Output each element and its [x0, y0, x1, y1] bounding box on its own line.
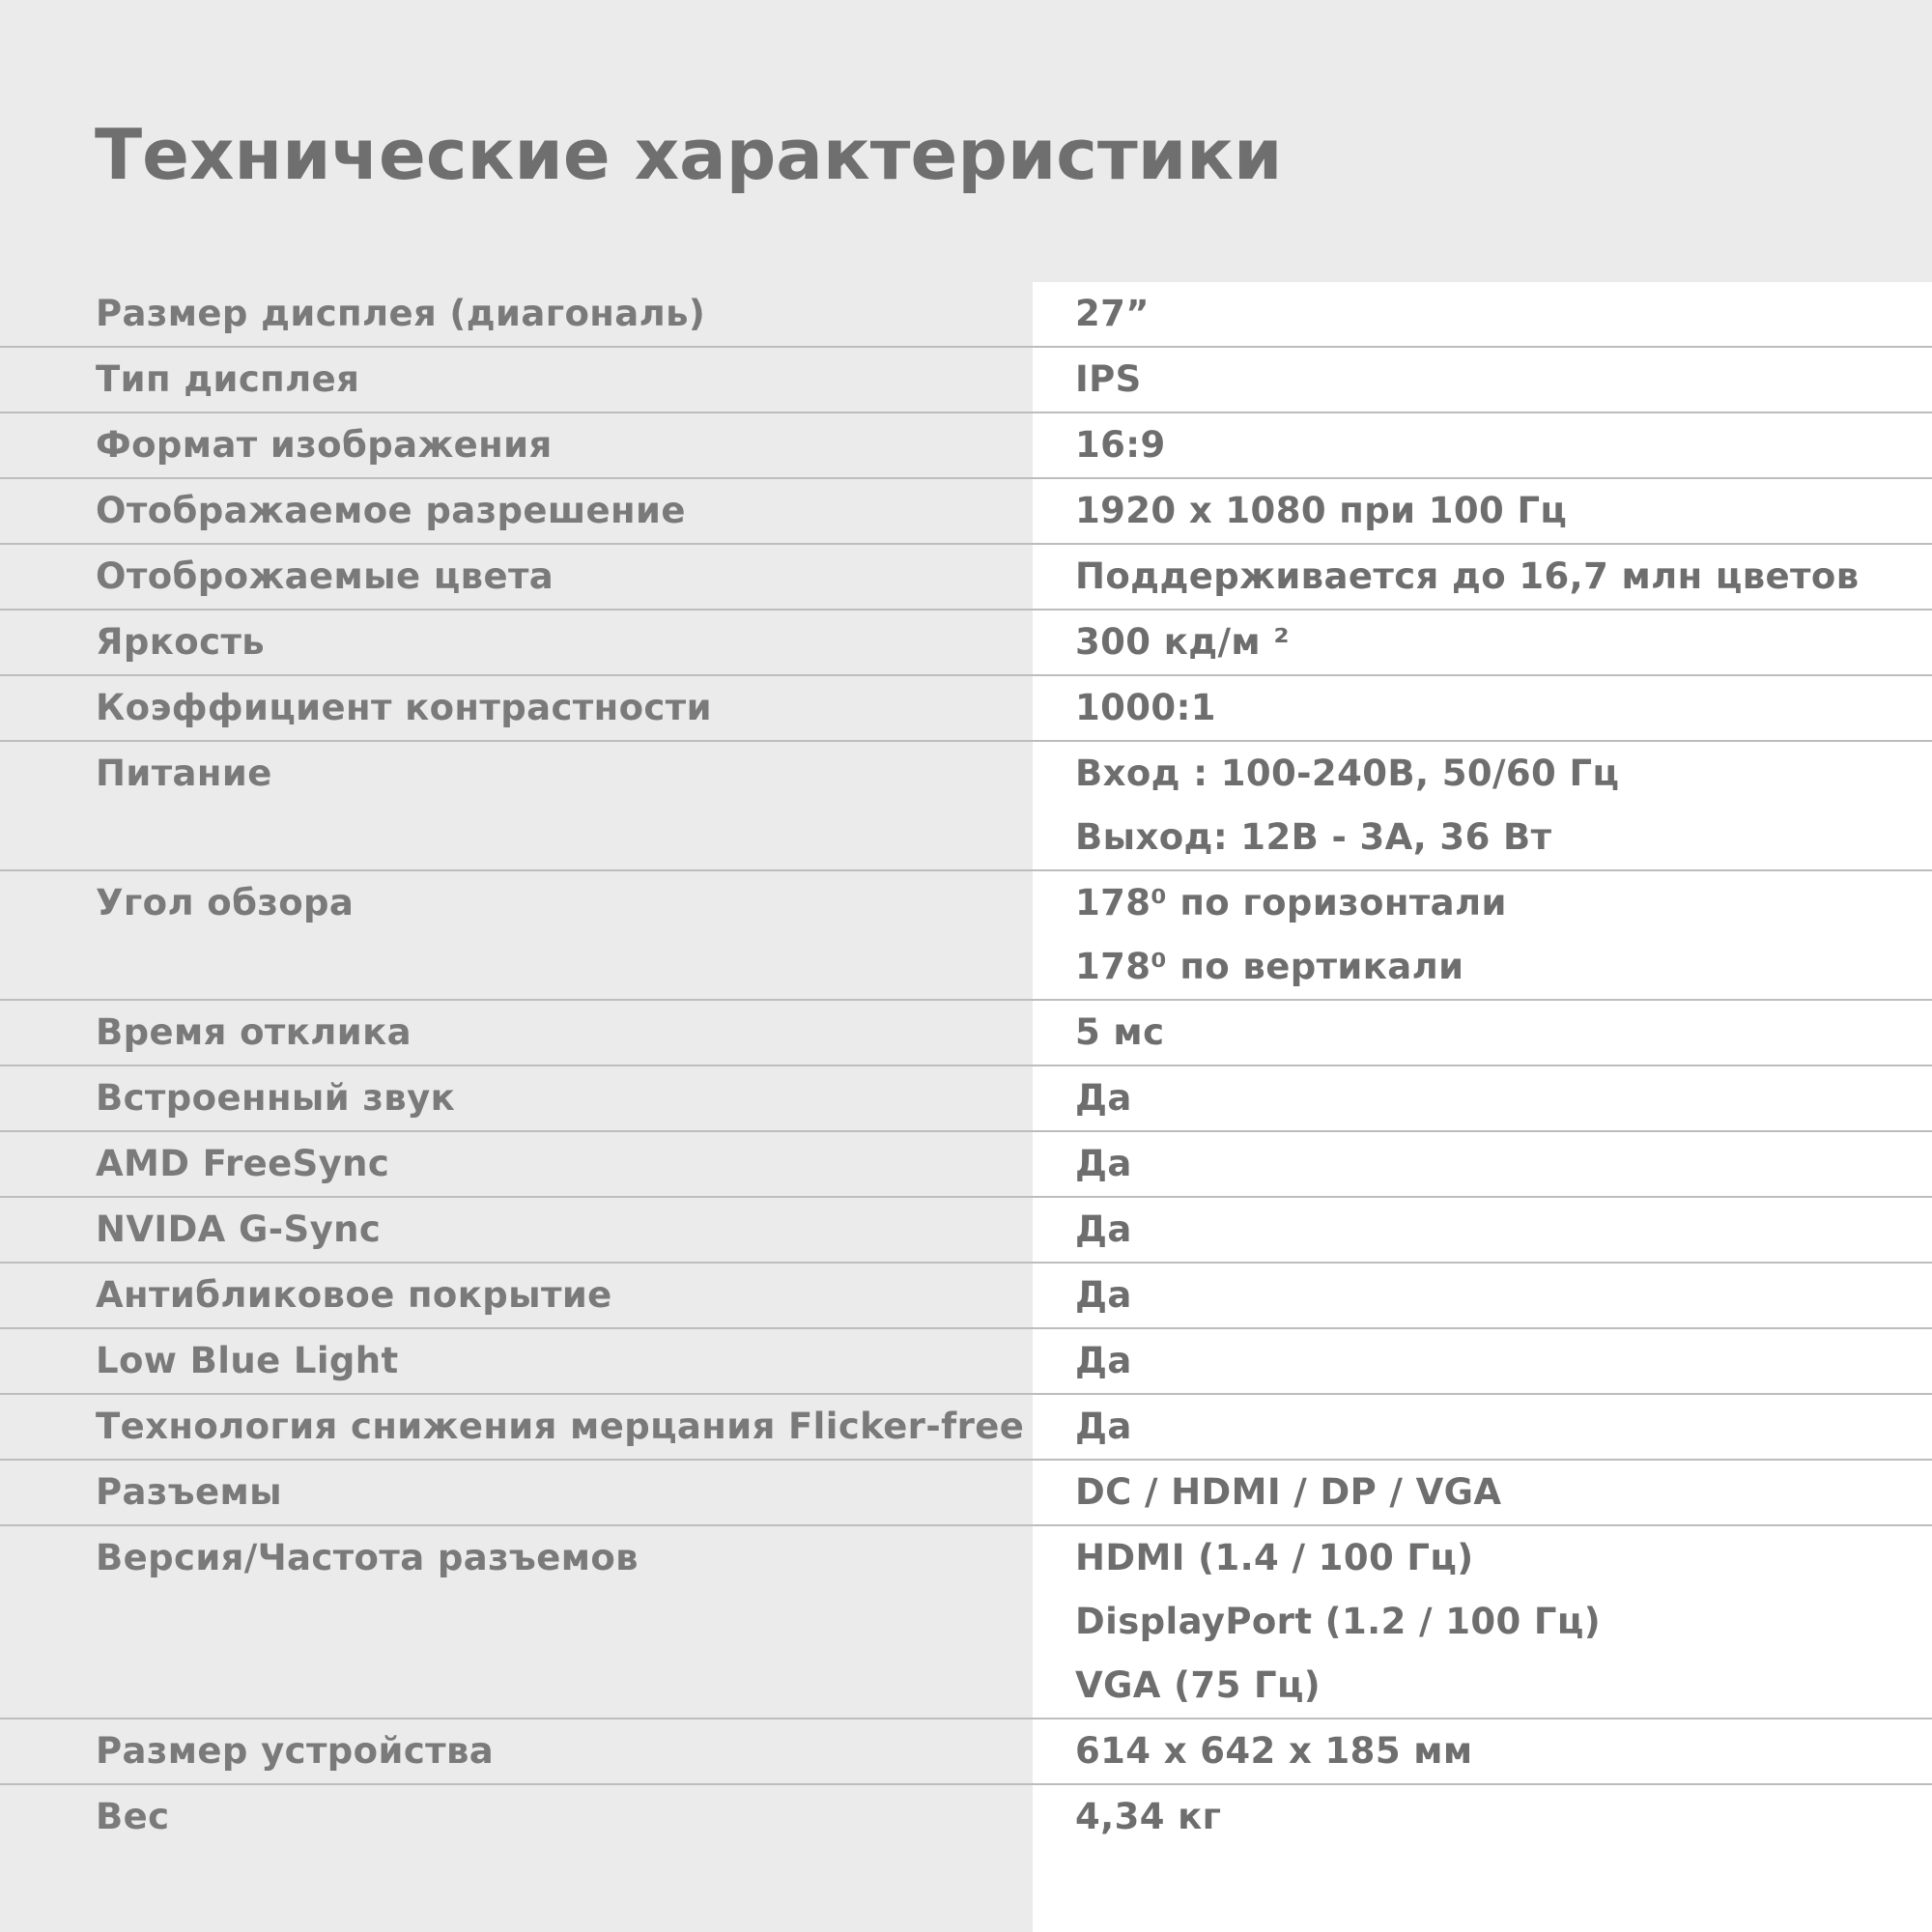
- spec-label: Размер устройства: [96, 1730, 495, 1772]
- spec-value: [1033, 1395, 1932, 1459]
- spec-value-line: Поддерживается до 16,7 млн цветов: [1075, 555, 1860, 597]
- spec-value-line: 178⁰ по горизонтали: [1075, 882, 1507, 923]
- spec-row: [0, 1132, 1932, 1198]
- spec-value: [1033, 1526, 1932, 1718]
- spec-label: Коэффициент контрастности: [96, 687, 712, 728]
- spec-row: [0, 348, 1932, 413]
- spec-label: Разъемы: [96, 1471, 282, 1513]
- spec-value: [1033, 282, 1932, 346]
- spec-value: [1033, 545, 1932, 609]
- spec-row: [0, 871, 1932, 1001]
- spec-row: [0, 413, 1932, 479]
- spec-value: [1033, 1001, 1932, 1065]
- spec-value-line: 1000:1: [1075, 687, 1216, 728]
- spec-value: [1033, 413, 1932, 477]
- spec-label: Угол обзора: [96, 882, 355, 923]
- spec-row: [0, 1526, 1932, 1719]
- page-title: Технические характеристики: [95, 114, 1283, 195]
- spec-label: Тип дисплея: [96, 358, 360, 400]
- spec-row: [0, 479, 1932, 545]
- spec-row: [0, 676, 1932, 742]
- spec-value-line: Выход: 12В - 3А, 36 Вт: [1075, 816, 1552, 858]
- spec-value: [1033, 1719, 1932, 1783]
- spec-value-line: Да: [1075, 1077, 1132, 1119]
- spec-value: [1033, 1461, 1932, 1524]
- spec-label: Время отклика: [96, 1011, 412, 1053]
- spec-value-line: 300 кд/м ²: [1075, 621, 1290, 663]
- spec-value-line: Вход : 100-240В, 50/60 Гц: [1075, 753, 1620, 794]
- spec-value: [1033, 1198, 1932, 1262]
- spec-value-line: 5 мс: [1075, 1011, 1165, 1053]
- spec-value: [1033, 742, 1932, 869]
- spec-value: [1033, 1329, 1932, 1393]
- spec-value-line: Да: [1075, 1274, 1132, 1316]
- spec-value: [1033, 1132, 1932, 1196]
- spec-row: [0, 1198, 1932, 1264]
- spec-label: Яркость: [96, 621, 266, 663]
- spec-value-line: Да: [1075, 1340, 1132, 1381]
- spec-value-line: Да: [1075, 1143, 1132, 1184]
- spec-row: [0, 282, 1932, 348]
- spec-label: Формат изображения: [96, 424, 553, 466]
- spec-row: [0, 545, 1932, 611]
- spec-value-line: Да: [1075, 1406, 1132, 1447]
- spec-label: Версия/Частота разъемов: [96, 1537, 639, 1578]
- spec-row: [0, 1395, 1932, 1461]
- spec-value-line: IPS: [1075, 358, 1142, 400]
- spec-row: [0, 1001, 1932, 1066]
- spec-label: Отоброжаемые цвета: [96, 555, 554, 597]
- spec-value-line: VGA (75 Гц): [1075, 1664, 1321, 1706]
- spec-value-line: HDMI (1.4 / 100 Гц): [1075, 1537, 1474, 1578]
- spec-row: [0, 1461, 1932, 1526]
- spec-label: NVIDA G-Sync: [96, 1208, 382, 1250]
- spec-row: [0, 611, 1932, 676]
- spec-label: Размер дисплея (диагональ): [96, 293, 706, 334]
- spec-label: AMD FreeSync: [96, 1143, 390, 1184]
- spec-value: [1033, 1264, 1932, 1327]
- spec-row: [0, 742, 1932, 871]
- spec-value-line: 614 x 642 x 185 мм: [1075, 1730, 1473, 1772]
- spec-row: [0, 1264, 1932, 1329]
- spec-value: [1033, 1066, 1932, 1130]
- spec-value: [1033, 676, 1932, 740]
- spec-value: [1033, 1785, 1932, 1849]
- spec-value: [1033, 479, 1932, 543]
- spec-value-line: 4,34 кг: [1075, 1796, 1222, 1837]
- spec-row: [0, 1785, 1932, 1849]
- spec-value-line: 27”: [1075, 293, 1151, 334]
- spec-value-line: 178⁰ по вертикали: [1075, 946, 1464, 987]
- spec-row: [0, 1066, 1932, 1132]
- spec-label: Вес: [96, 1796, 170, 1837]
- spec-label: Антибликовое покрытие: [96, 1274, 612, 1316]
- spec-value-line: 16:9: [1075, 424, 1166, 466]
- spec-value-line: Да: [1075, 1208, 1132, 1250]
- spec-label: Технология снижения мерцания Flicker-free: [96, 1406, 1025, 1447]
- spec-value-line: 1920 x 1080 при 100 Гц: [1075, 490, 1568, 531]
- spec-value: [1033, 348, 1932, 412]
- spec-value: [1033, 611, 1932, 674]
- specs-table: [0, 282, 1932, 1849]
- spec-label: Отображаемое разрешение: [96, 490, 686, 531]
- spec-label: Встроенный звук: [96, 1077, 456, 1119]
- spec-label: Питание: [96, 753, 272, 794]
- spec-row: [0, 1329, 1932, 1395]
- spec-value: [1033, 871, 1932, 999]
- spec-value-line: DisplayPort (1.2 / 100 Гц): [1075, 1601, 1602, 1642]
- spec-row: [0, 1719, 1932, 1785]
- spec-label: Low Blue Light: [96, 1340, 399, 1381]
- spec-value-line: DC / HDMI / DP / VGA: [1075, 1471, 1502, 1513]
